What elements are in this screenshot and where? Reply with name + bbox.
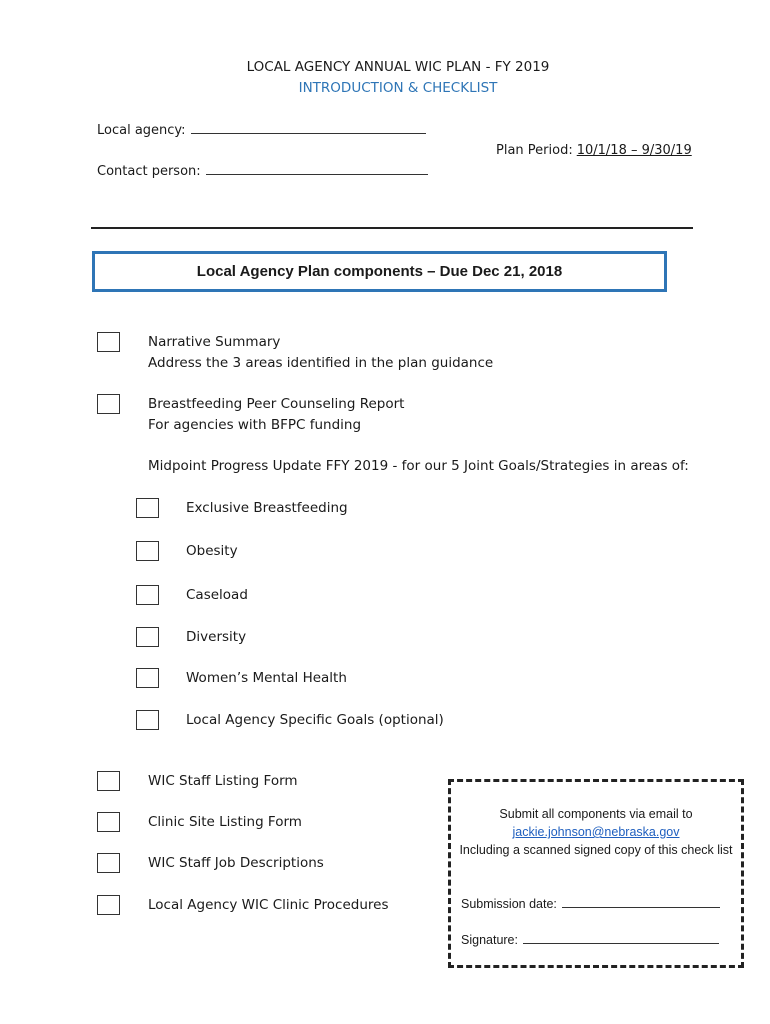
goal-checkbox-diversity[interactable] [136,627,159,647]
section-title-box [92,251,667,292]
submission-box [448,779,744,968]
goal-checkbox-local-agency-specific[interactable] [136,710,159,730]
page-title: LOCAL AGENCY ANNUAL WIC PLAN - FY 2019 [246,59,550,75]
submit-email-row [451,825,741,839]
breastfeeding-report-checkbox[interactable] [97,394,120,414]
section-title: Local Agency Plan components – Due Dec 21, 2018 [196,263,563,280]
local-agency-blank[interactable] [191,122,426,134]
narrative-summary-detail: Address the 3 areas identified in the plan guidance [148,355,494,371]
contact-person-label: Contact person: [97,164,201,179]
breastfeeding-report-label: Breastfeeding Peer Counseling Report [148,396,405,412]
submission-date-field[interactable] [461,897,720,911]
submission-date-blank[interactable] [562,897,720,908]
goal-label-diversity: Diversity [186,629,247,645]
form-checkbox-wic-staff-job-descriptions[interactable] [97,853,120,873]
goal-label-exclusive-breastfeeding: Exclusive Breastfeeding [186,500,348,516]
submit-email-link[interactable]: jackie.johnson@nebraska.gov [512,825,680,839]
local-agency-label: Local agency: [97,123,186,138]
section-divider [91,227,693,229]
signature-field[interactable] [461,933,719,947]
signature-label: Signature: [461,933,518,947]
form-label-clinic-site-listing: Clinic Site Listing Form [148,814,302,830]
midpoint-intro: Midpoint Progress Update FFY 2019 - for our 5 Joint Goals/Strategies in areas of: [148,458,689,474]
form-label-clinic-procedures: Local Agency WIC Clinic Procedures [148,897,389,913]
goal-checkbox-exclusive-breastfeeding[interactable] [136,498,159,518]
submission-date-label: Submission date: [461,897,557,911]
goal-label-local-agency-specific: Local Agency Specific Goals (optional) [186,712,444,728]
plan-period-label: Plan Period: [496,143,573,158]
goal-label-obesity: Obesity [186,543,238,559]
form-label-wic-staff-job-descriptions: WIC Staff Job Descriptions [148,855,324,871]
plan-period [496,143,692,158]
submit-instruction: Submit all components via email to [499,807,693,821]
form-checkbox-clinic-site-listing[interactable] [97,812,120,832]
page-subtitle: INTRODUCTION & CHECKLIST [298,80,498,96]
goal-checkbox-obesity[interactable] [136,541,159,561]
contact-person-field[interactable] [97,163,428,179]
local-agency-field[interactable] [97,122,426,138]
goal-label-womens-mental-health: Women’s Mental Health [186,670,347,686]
submit-scanned-note: Including a scanned signed copy of this check list [459,843,733,857]
form-label-wic-staff-listing: WIC Staff Listing Form [148,773,298,789]
plan-period-value: 10/1/18 – 9/30/19 [576,143,692,158]
breastfeeding-report-detail: For agencies with BFPC funding [148,417,362,433]
goal-checkbox-womens-mental-health[interactable] [136,668,159,688]
form-checkbox-wic-staff-listing[interactable] [97,771,120,791]
form-checkbox-clinic-procedures[interactable] [97,895,120,915]
narrative-summary-label: Narrative Summary [148,334,281,350]
signature-blank[interactable] [523,933,719,944]
narrative-summary-checkbox[interactable] [97,332,120,352]
goal-checkbox-caseload[interactable] [136,585,159,605]
goal-label-caseload: Caseload [186,587,248,603]
contact-person-blank[interactable] [206,163,428,175]
